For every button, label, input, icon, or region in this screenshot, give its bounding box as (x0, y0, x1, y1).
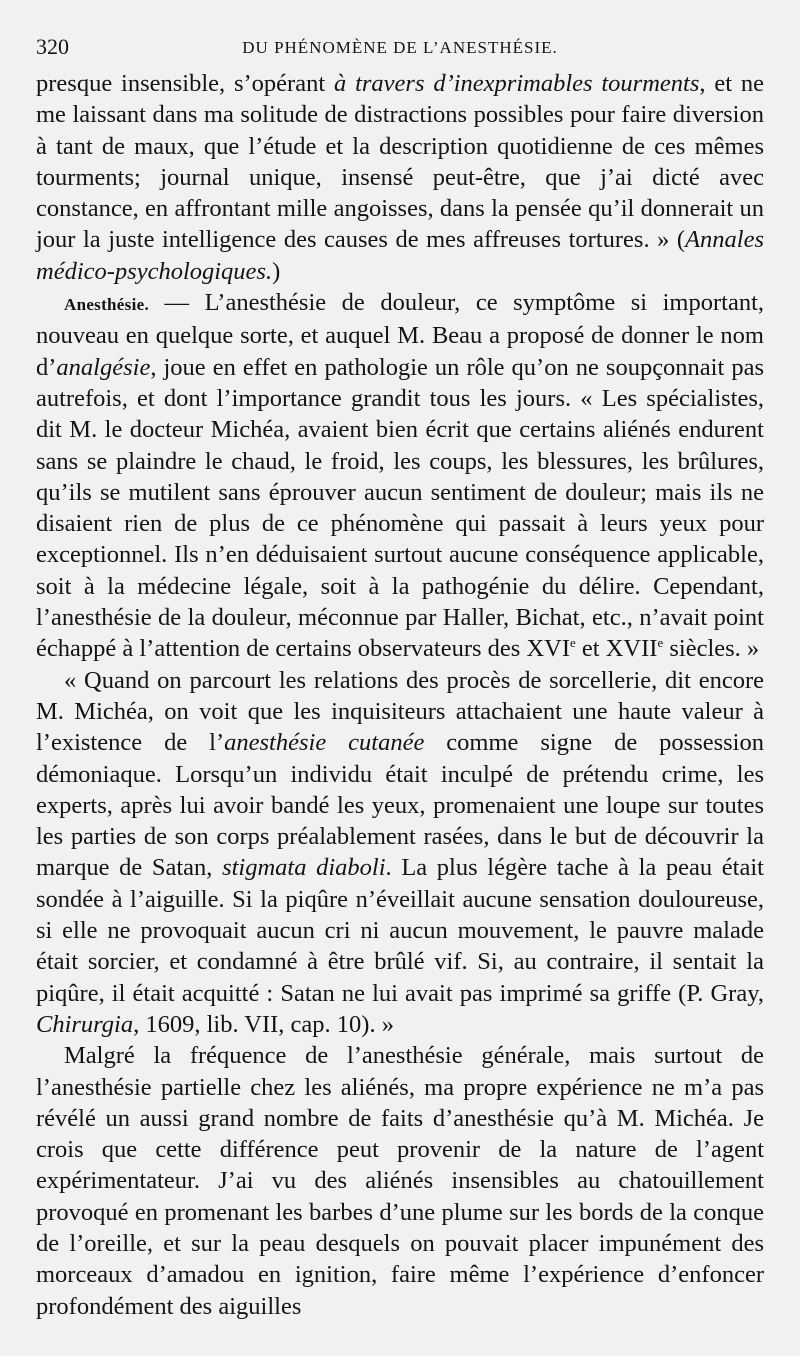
page-header (36, 30, 764, 64)
source-citation: Annales médico-psychologiques. (36, 226, 764, 285)
paragraph-anesthesie: Anesthésie. — L’anesthésie de douleur, ce symptôme si important, nouveau en quelque sorte, et auquel M. Beau a proposé de donner le nom d’analgésie, joue en effet en pathologie un rôle qu’on ne soupçonnait pas autrefois, et dont l’importance grandit tous les jours. « Les spécialistes, dit M. le docteur Michéa, avaient bien écrit que certains aliénés endurent sans se plaindre le chaud, le froid, les coups, les blessures, les brûlures, qu’ils se mutilent sans éprouver aucun sentiment de douleur; mais ils ne disaient rien de plus de ce phénomène qui passait à leurs yeux pour exceptionnel. Ils n’en déduisaient surtout aucune conséquence applicable, soit à la médecine légale, soit à la pathogénie du délire. Cependant, l’anesthésie de la douleur, méconnue par Haller, Bichat, etc., n’avait point échappé à l’attention de certains observateurs des XVIe et XVIIe siècles. » (36, 289, 764, 663)
running-title: DU PHÉNOMÈNE DE L’ANESTHÉSIE. (242, 38, 558, 57)
paragraph-continuation: presque insensible, s’opérant à travers d’inexprimables tourments, et ne me laissant dans ma solitude de distractions possibles pour faire diversion à tant de maux, que l’étude et la description quotidienne de ces mêmes tourments; journal unique, insensé peut-être, que j’ai dicté avec constance, en affrontant mille angoisses, dans la pensée qu’il donnerait un jour la juste intelligence des causes de mes affreuses tortures. » (Annales médico-psychologiques.) (36, 70, 765, 285)
page-body (36, 68, 764, 1322)
emphasis: à travers d’inexprimables tourments (333, 70, 700, 97)
source-citation: Chirurgia (36, 1010, 134, 1038)
emphasis: stigmata diaboli (222, 854, 386, 882)
emphasis: anesthésie cutanée (224, 729, 425, 757)
page-number: 320 (36, 34, 69, 59)
emphasis: analgésie (56, 353, 151, 381)
paragraph-experience: Malgré la fréquence de l’anesthésie générale, mais surtout de l’anesthésie partielle chez les aliénés, ma propre expérience ne m’a pas révélé un aussi grand nombre de faits d’anesthésie qu’à M. Michéa. Je crois que cette différence peut provenir de la nature de l’agent expérimentateur. J’ai vu des aliénés insensibles au chatouillement provoqué en promenant les barbes d’une plume sur les bords de la conque de l’oreille, et sur la peau desquels on pouvait placer impunément des morceaux d’amadou en ignition, faire même l’expérience d’enfoncer profondément des aiguilles (36, 1042, 764, 1320)
section-lead-heading: Anesthésie. (64, 295, 149, 315)
paragraph-sorcellerie: « Quand on parcourt les relations des procès de sorcellerie, dit encore M. Michéa, on voit que les inquisiteurs attachaient une haute valeur à l’existence de l’anesthésie cutanée comme signe de possession démoniaque. Lorsqu’un individu était inculpé de prétendu crime, les experts, après lui avoir bandé les yeux, promenaient une loupe sur toutes les parties de son corps préalablement rasées, dans le but de découvrir la marque de Satan, stigmata diaboli. La plus légère tache à la peau était sondée à l’aiguille. Si la piqûre n’éveillait aucune sensation douloureuse, si elle ne provoquait aucun cri ni aucun mouvement, le pauvre malade était sorcier, et condamné à être brûlé vif. Si, au contraire, il sentait la piqûre, il était acquitté : Satan ne lui avait pas imprimé sa griffe (P. Gray, Chirurgia, 1609, lib. VII, cap. 10). » (36, 666, 764, 1038)
